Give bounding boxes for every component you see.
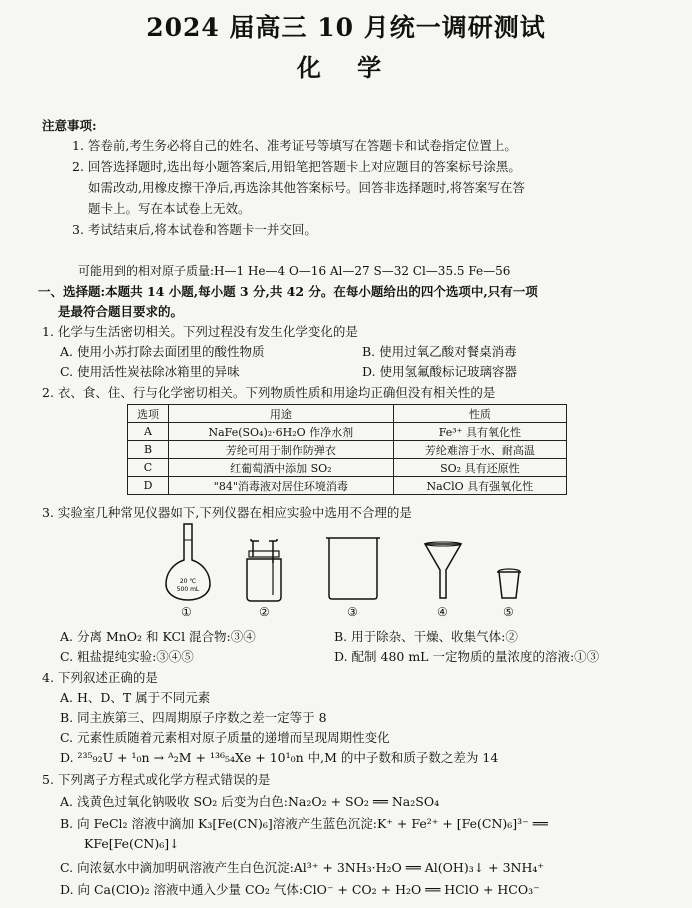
table-cell: "84"消毒液对居住环境消毒 [169, 477, 394, 495]
table-cell: 芳纶难溶于水、耐高温 [393, 441, 566, 459]
table-row [128, 477, 567, 495]
table-cell: A [128, 423, 169, 441]
notice-item: 2. 回答选择题时,选出每小题答案后,用铅笔把答题卡上对应题目的答案标号涂黑。 [72, 159, 521, 174]
atomic-masses: 可能用到的相对原子质量:H—1 He—4 O—16 Al—27 S—32 Cl—35.5 Fe—56 [78, 264, 511, 278]
section-heading-cont: 是最符合题目要求的。 [58, 304, 184, 319]
apparatus-label: ③ [347, 605, 358, 619]
notice-item: 1. 答卷前,考生务必将自己的姓名、准考证号等填写在答题卡和试卷指定位置上。 [72, 138, 517, 153]
notice-item: 如需改动,用橡皮擦干净后,再选涂其他答案标号。回答非选择题时,将答案写在答 [88, 180, 525, 195]
flask-volume-text: 500 mL [176, 586, 200, 593]
q5-option-b-cont: KFe[Fe(CN)₆]↓ [84, 836, 180, 851]
q3-option-b: B. 用于除杂、干燥、收集气体:② [334, 629, 518, 644]
exam-title: 2024 届高三 10 月统一调研测试 [146, 13, 546, 42]
volumetric-flask-icon [163, 522, 213, 602]
table-header: 用途 [169, 405, 394, 423]
q5-option-c: C. 向浓氨水中滴加明矾溶液产生白色沉淀:Al³⁺ + 3NH₃·H₂O ══ Al(OH)₃↓ + 3NH₄⁺ [60, 860, 544, 875]
funnel-icon [423, 541, 463, 601]
table-cell: SO₂ 具有还原性 [393, 459, 566, 477]
apparatus-label: ② [259, 605, 270, 619]
table-header: 性质 [393, 405, 566, 423]
table-cell: 芳纶可用于制作防弹衣 [169, 441, 394, 459]
q4-option-c: C. 元素性质随着元素相对原子质量的递增而呈现周期性变化 [60, 730, 390, 745]
table-cell: Fe³⁺ 具有氧化性 [393, 423, 566, 441]
notice-item: 题卡上。写在本试卷上无效。 [88, 201, 251, 216]
notice-heading: 注意事项: [42, 118, 97, 133]
q1-option-b: B. 使用过氧乙酸对餐桌消毒 [362, 344, 517, 359]
q1-stem: 1. 化学与生活密切相关。下列过程没有发生化学变化的是 [42, 324, 358, 339]
table-header: 选项 [128, 405, 169, 423]
table-row [128, 459, 567, 477]
apparatus-label: ① [181, 605, 192, 619]
q5-stem: 5. 下列离子方程式或化学方程式错误的是 [42, 772, 271, 787]
table-cell: C [128, 459, 169, 477]
q4-option-d: D. ²³⁵₉₂U + ¹₀n → ᴬ₂M + ¹³⁶₅₄Xe + 10¹₀n 中,M 的中子数和质子数之差为 14 [60, 750, 499, 765]
q1-option-a: A. 使用小苏打除去面团里的酸性物质 [60, 344, 265, 359]
q4-option-a: A. H、D、T 属于不同元素 [60, 690, 211, 705]
gas-washing-bottle-icon [243, 537, 285, 602]
q1-option-d: D. 使用氢氟酸标记玻璃容器 [362, 364, 518, 379]
q3-option-c: C. 粗盐提纯实验:③④⑤ [60, 649, 194, 664]
table-row [128, 441, 567, 459]
table-header-row [128, 405, 567, 423]
flask-temp-text: 20 ℃ [179, 578, 197, 585]
apparatus-label: ④ [437, 605, 448, 619]
q4-option-b: B. 同主族第三、四周期原子序数之差一定等于 8 [60, 710, 327, 725]
table-cell: B [128, 441, 169, 459]
table-cell: NaFe(SO₄)₂·6H₂O 作净水剂 [169, 423, 394, 441]
table-cell: NaClO 具有强氧化性 [393, 477, 566, 495]
table-cell: D [128, 477, 169, 495]
notice-item: 3. 考试结束后,将本试卷和答题卡一并交回。 [72, 222, 317, 237]
q5-option-b: B. 向 FeCl₂ 溶液中滴加 K₃[Fe(CN)₆]溶液产生蓝色沉淀:K⁺ + Fe²⁺ + [Fe(CN)₆]³⁻ ══ [60, 816, 548, 831]
q2-stem: 2. 衣、食、住、行与化学密切相关。下列物质性质和用途均正确但没有相关性的是 [42, 385, 496, 400]
q2-table [127, 404, 567, 495]
crucible-icon [494, 566, 524, 602]
table-row [128, 423, 567, 441]
q1-option-c: C. 使用活性炭祛除冰箱里的异味 [60, 364, 240, 379]
q4-stem: 4. 下列叙述正确的是 [42, 670, 158, 685]
q5-option-a: A. 浅黄色过氧化钠吸收 SO₂ 后变为白色:Na₂O₂ + SO₂ ══ Na₂SO₄ [60, 794, 440, 809]
q5-option-d: D. 向 Ca(ClO)₂ 溶液中通入少量 CO₂ 气体:ClO⁻ + CO₂ + H₂O ══ HClO + HCO₃⁻ [60, 882, 540, 897]
table-cell: 红葡萄酒中添加 SO₂ [169, 459, 394, 477]
apparatus-label: ⑤ [503, 605, 514, 619]
subject-title: 化 学 [296, 53, 396, 82]
q3-option-a: A. 分离 MnO₂ 和 KCl 混合物:③④ [60, 629, 256, 644]
q3-option-d: D. 配制 480 mL 一定物质的量浓度的溶液:①③ [334, 649, 600, 664]
section-heading: 一、选择题:本题共 14 小题,每小题 3 分,共 42 分。在每小题给出的四个选项中,只有一项 [38, 284, 538, 299]
beaker-icon [323, 535, 383, 601]
q3-stem: 3. 实验室几种常见仪器如下,下列仪器在相应实验中选用不合理的是 [42, 505, 412, 520]
